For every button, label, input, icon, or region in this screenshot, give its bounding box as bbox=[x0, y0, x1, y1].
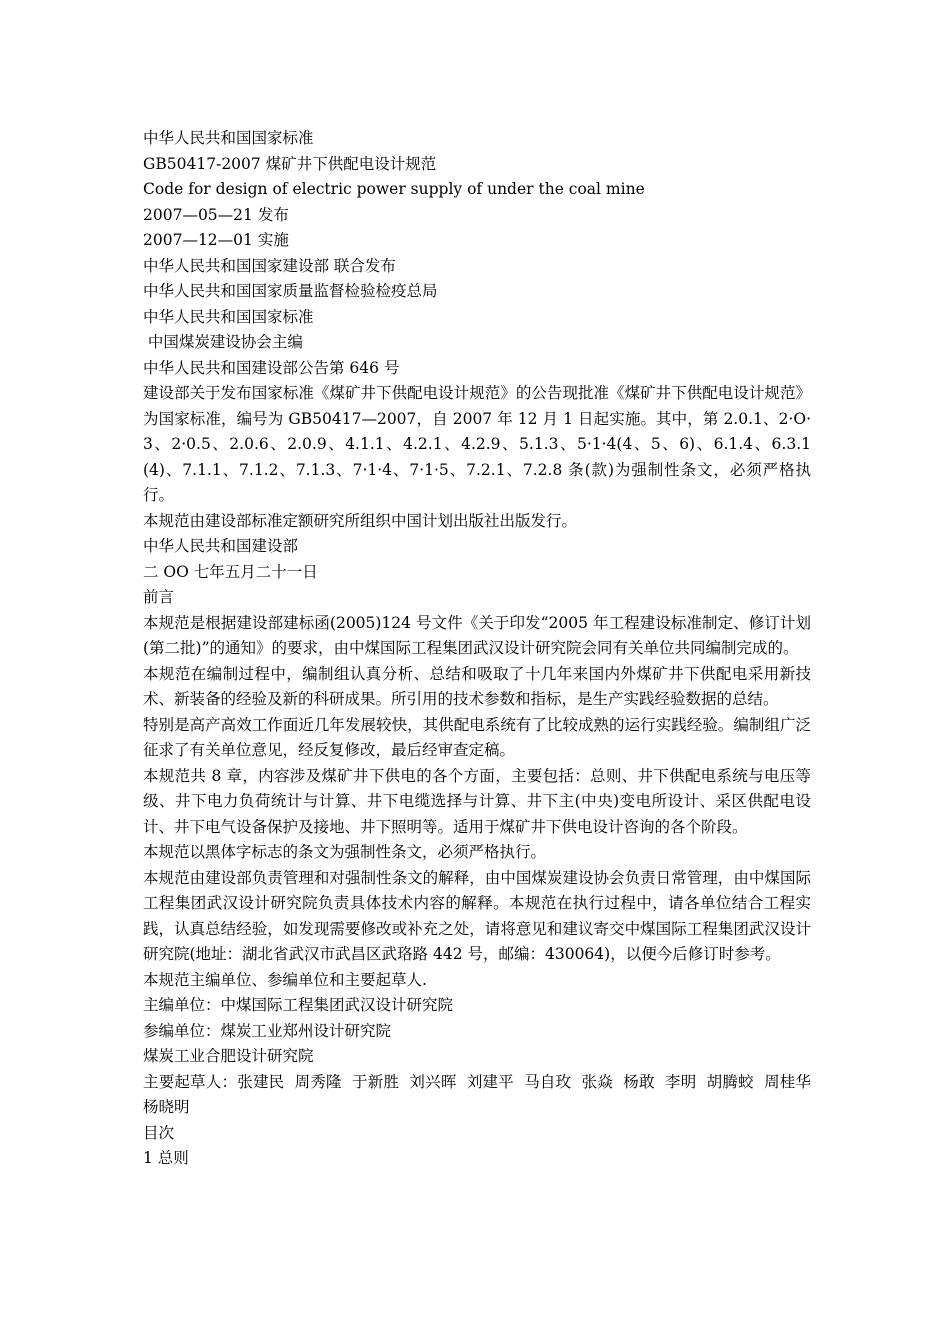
chief-editor-line: 中国煤炭建设协会主编 bbox=[143, 333, 303, 351]
preface-paragraph: 本规范是根据建设部建标函(2005)124 号文件《关于印发“2005 年工程建设标准制定、修订计划(第二批)”的通知》的要求，由中煤国际工程集团武汉设计研究院会同有关单位共同编制完成的。 bbox=[143, 613, 811, 657]
document-page bbox=[143, 126, 821, 1172]
announcement-number-line: 中华人民共和国建设部公告第 646 号 bbox=[143, 358, 400, 377]
preface-paragraph: 本规范以黑体字标志的条文为强制性条文，必须严格执行。 bbox=[143, 843, 547, 861]
preface-paragraph: 本规范共 8 章，内容涉及煤矿井下供电的各个方面，主要包括：总则、井下供配电系统与电压等级、井下电力负荷统计与计算、井下电缆选择与计算、井下主(中央)变电所设计、采区供配电设计、井下电气设备保护及接地、井下照明等。适用于煤矿井下供电设计咨询的各个阶段。 bbox=[143, 766, 811, 836]
drafters-paragraph: 主要起草人：张建民 周秀隆 于新胜 刘兴晖 刘建平 马自玫 张焱 杨敢 李明 胡腾蛟 周桂华 杨晓明 bbox=[143, 1072, 821, 1116]
announcement-paragraph: 建设部关于发布国家标准《煤矿井下供配电设计规范》的公告现批准《煤矿井下供配电设计规范》为国家标准，编号为 GB50417—2007，自 2007 年 12 月 1 日起实施。其中，第 2.0.1、2·O·3、2·0.5、2.0.6、2.0.9、4.1.1、4.2.1、4.2.9、5.1.3、5·1·4(4、5、6)、6.1.4、6.3.1(4)、7.1.1、7.1.2、7.1.3、7·1·4、7·1·5、7.2.1、7.2.8 条(款)为强制性条文，必须严格执行。 bbox=[143, 384, 811, 504]
toc-item-chapter-1: 1 总则 bbox=[143, 1149, 189, 1167]
effective-date-line: 2007—12—01 实施 bbox=[143, 231, 289, 249]
preface-heading: 前言 bbox=[143, 588, 175, 606]
toc-heading: 目次 bbox=[143, 1123, 175, 1142]
release-date-line: 2007—05—21 发布 bbox=[143, 205, 289, 224]
preface-paragraph: 本规范在编制过程中，编制组认真分析、总结和吸取了十几年来国内外煤矿井下供配电采用新技术、新装备的经验及新的科研成果。所引用的技术参数和指标，是生产实践经验数据的总结。 bbox=[143, 664, 811, 708]
standard-type-line: 中华人民共和国国家标准 bbox=[143, 129, 314, 147]
participating-unit-line: 参编单位：煤炭工业郑州设计研究院 bbox=[143, 1021, 392, 1040]
preface-paragraph: 本规范由建设部负责管理和对强制性条文的解释，由中国煤炭建设协会负责日常管理，由中煤国际工程集团武汉设计研究院负责具体技术内容的解释。本规范在执行过程中，请各单位结合工程实践，认真总结经验，如发现需要修改或补充之处，请将意见和建议寄交中煤国际工程集团武汉设计研究院(地址：湖北省武汉市武昌区武珞路 442 号，邮编：430064)，以便今后修订时参考。 bbox=[143, 868, 811, 963]
english-title-line: Code for design of electric power supply of under the coal mine bbox=[143, 180, 645, 198]
standard-type-line-2: 中华人民共和国国家标准 bbox=[143, 307, 314, 326]
quality-bureau-line: 中华人民共和国国家质量监督检验检疫总局 bbox=[143, 282, 438, 300]
chief-unit-line: 主编单位：中煤国际工程集团武汉设计研究院 bbox=[143, 996, 454, 1014]
units-intro-line: 本规范主编单位、参编单位和主要起草人. bbox=[143, 970, 427, 989]
preface-paragraph: 特别是高产高效工作面近几年发展较快，其供配电系统有了比较成熟的运行实践经验。编制组广泛征求了有关单位意见，经反复修改，最后经审查定稿。 bbox=[143, 715, 811, 759]
publisher-note: 本规范由建设部标准定额研究所组织中国计划出版社出版发行。 bbox=[143, 511, 578, 530]
standard-title-line: GB50417-2007 煤矿井下供配电设计规范 bbox=[143, 154, 437, 173]
joint-issuer-line: 中华人民共和国国家建设部 联合发布 bbox=[143, 256, 396, 275]
participating-unit-line-2: 煤炭工业合肥设计研究院 bbox=[143, 1047, 314, 1065]
issuer-line: 中华人民共和国建设部 bbox=[143, 537, 299, 555]
issue-date-line: 二 OO 七年五月二十一日 bbox=[143, 562, 318, 581]
